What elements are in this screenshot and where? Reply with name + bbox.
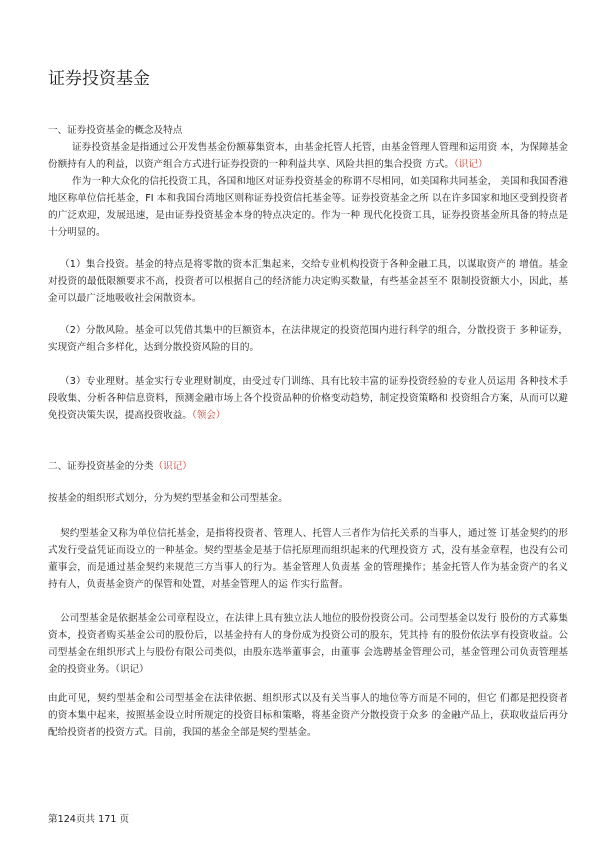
section-2-heading-block — [48, 458, 568, 475]
paragraph-naming: 作为一种大众化的信托投资工具，各国和地区对证券投资基金的称谓不尽相同，如美国称共同基金， 美国和我国香港地区称单位信托基金，FI 本和我国台湾地区则称证券投资信托基金等。证券投资基金之所 以在许多国家和地区受到投资者的广泛欢迎，发展迅速，是由证券投资基金本身的特点决定的。作为一种 现代化投资工具，证券投资基金所具备的特点是十分明显的。 — [48, 176, 568, 238]
paragraph-classification: 按基金的组织形式划分，分为契约型基金和公司型基金。 — [48, 493, 288, 504]
annotation-memorize: （识记） — [454, 159, 488, 170]
conclusion — [48, 690, 568, 741]
paragraph-corporate-text: 公司型基金是依据基金公司章程设立，在法律上具有独立法人地位的股份投资公司。公司型基金以发行 股份的方式募集资本，投资者购买基金公司的股份后，以基金持有人的身份成为投资公司的股东，凭其持 有的股份依法享有投资收益。公司型基金在组织形式上与股份有限公司类似，由股东选举董事会，由董事 会选聘基金管理公司，基金管理公司负责管理基金的投资业务。 — [48, 613, 568, 675]
paragraph-collective-investment: （1）集合投资。基金的特点是将零散的资本汇集起来，交给专业机构投资于各种金融工具，以谋取资产的 增值。基金对投资的最低限额要求不高，投资者可以根据自己的经济能力决定购买数量，有些基金甚至不 限制投资额大小，因此，基金可以最广泛地吸收社会闲散资本。 — [48, 259, 568, 304]
page-footer: 第124页共 171 页 — [48, 814, 130, 825]
feature-diversify — [48, 322, 568, 356]
paragraph-corporate-fund — [48, 610, 568, 678]
section-2-heading — [48, 458, 568, 475]
page-title: 证券投资基金 — [48, 69, 150, 89]
annotation-memorize-corporate: （识记） — [115, 664, 149, 675]
section-1-heading: 一、证券投资基金的概念及特点 — [48, 125, 183, 136]
feature-collective — [48, 256, 568, 307]
section-1 — [48, 122, 568, 241]
paragraph-professional-management — [48, 373, 568, 424]
contract-fund — [48, 525, 568, 593]
annotation-memorize-heading: （识记） — [153, 461, 192, 472]
paragraph-professional-text: （3）专业理财。基金实行专业理财制度，由受过专门训练、具有比较丰富的证券投资经验的专业人员运用 各种技术手段收集、分析各种信息资料，预测金融市场上各个投资品种的价格变动趋势，制定投资策略和 投资组合方案，从而可以避免投资决策失误，提高投资收益。 — [48, 376, 568, 421]
classification-intro — [48, 490, 568, 507]
paragraph-definition-text: 证券投资基金是指通过公开发售基金份额募集资本，由基金托管人托管，由基金管理人管理和运用资 本，为保障基金份额持有人的利益，以资产组合方式进行证券投资的一种利益共享、风险共担的集合投资 方式。 — [48, 142, 568, 170]
paragraph-risk-diversification: （2）分散风险。基金可以凭借其集中的巨额资本，在法律规定的投资范围内进行科学的组合，分散投资于 多种证券，实现资产组合多样化，达到分散投资风险的目的。 — [48, 325, 568, 353]
corporate-fund — [48, 610, 568, 678]
annotation-comprehend: （领会） — [191, 410, 226, 421]
section-2-heading-text: 二、证券投资基金的分类 — [48, 461, 154, 472]
paragraph-conclusion: 由此可见，契约型基金和公司型基金在法律依据、组织形式以及有关当事人的地位等方而是不同的，但它 们都是把投资者的资本集中起来，按照基金设立时所规定的投资目标和策略，将基金资产分散投资于众多 的金融产品上，获取收益后再分配给投资者的投资方式。目前，我国的基金全部是契约型基金。 — [48, 693, 568, 738]
feature-professional — [48, 373, 568, 424]
paragraph-contract-fund: 契约型基金又称为单位信托基金，是指将投资者、管理人、托管人三者作为信托关系的当事人，通过签 订基金契约的形式发行受益凭证而设立的一种基金。契约型基金是基于信托原理而组织起来的代理投资方 式，没有基金章程，也没有公司董事会，而是通过基金契约来规范三方当事人的行为。基金管理人负责基 金的管理操作；基金托管人作为基金资产的名义持有人，负责基金资产的保管和处置，对基金管理人的运 作实行监督。 — [48, 528, 568, 590]
paragraph-definition — [48, 139, 568, 173]
